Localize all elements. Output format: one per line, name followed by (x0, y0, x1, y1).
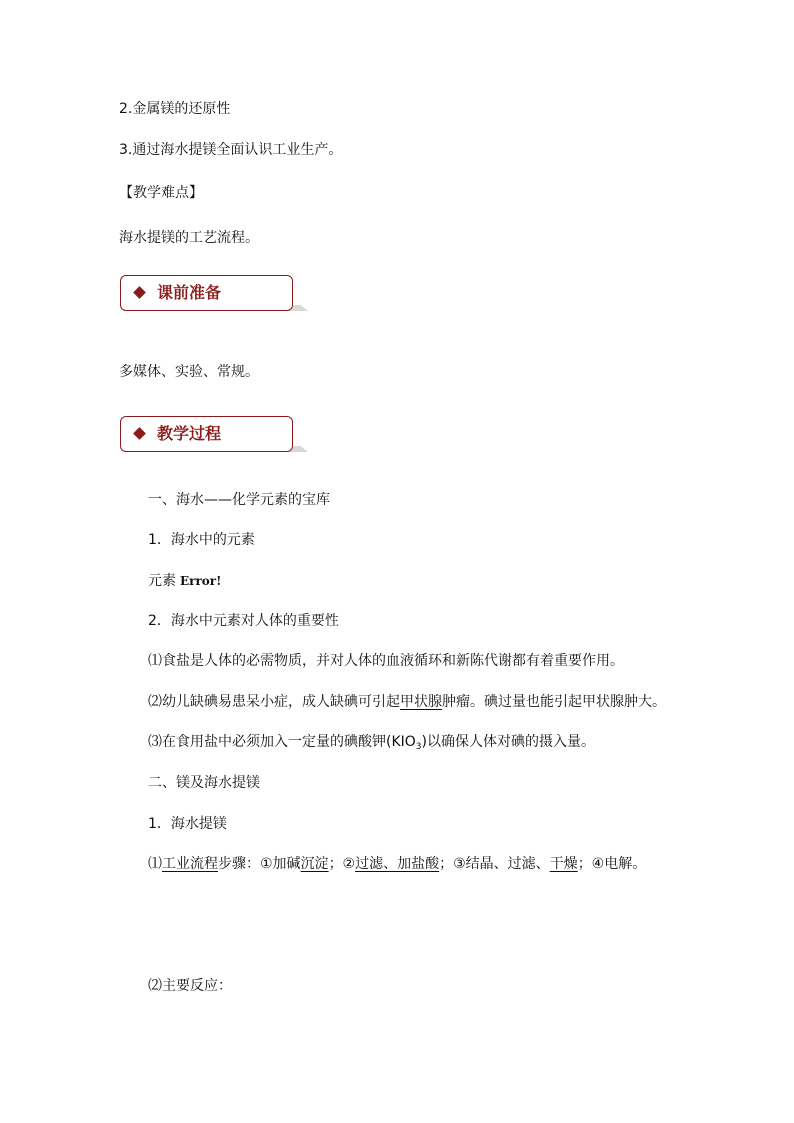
flow-text-3: ；③结晶、过滤、 (439, 856, 550, 872)
section-2-title: 二、镁及海水提镁 (148, 775, 260, 791)
field-error: Error! (180, 574, 222, 588)
difficulty-text: 海水提镁的工艺流程。 (119, 230, 259, 246)
flow-text-2: ；② (328, 856, 356, 872)
section-2-1: 1．海水提镁 (148, 816, 227, 832)
prep-text: 多媒体、实验、常规。 (119, 364, 259, 380)
flow-underlined-2: 沉淀 (300, 856, 329, 872)
diamond-icon (133, 286, 146, 299)
section-1-2: 2．海水中元素对人体的重要性 (148, 613, 339, 629)
section-1-title: 一、海水——化学元素的宝库 (148, 492, 330, 508)
elements-label: 元素 (148, 573, 176, 589)
paragraph-3-a: ⑶在食用盐中必须加入一定量的碘酸钾(KIO (148, 734, 416, 750)
process-banner (120, 416, 293, 452)
flow-text-1: 步骤：①加碱 (218, 856, 301, 872)
paragraph-3-b: )以确保人体对碘的摄入量。 (421, 734, 595, 750)
paragraph-2-b: 肿瘤。碘过量也能引起甲状腺肿大。 (442, 694, 666, 710)
key-point-3: 3.通过海水提镁全面认识工业生产。 (119, 142, 343, 158)
flow-text-4: ；④电解。 (577, 856, 647, 872)
key-point-2: 2.金属镁的还原性 (119, 101, 231, 117)
paragraph-3-subscript: 3 (415, 742, 422, 752)
elements-line (148, 571, 221, 591)
flow-steps (148, 854, 646, 874)
paragraph-2 (148, 692, 666, 712)
section-1-1: 1．海水中的元素 (148, 532, 255, 548)
difficulty-heading: 【教学难点】 (119, 185, 203, 201)
paragraph-1: ⑴食盐是人体的必需物质，并对人体的血液循环和新陈代谢都有着重要作用。 (148, 653, 624, 669)
main-reaction: ⑵主要反应： (148, 978, 232, 994)
paragraph-2-underlined: 甲状腺 (400, 694, 442, 710)
prep-banner (120, 275, 293, 311)
flow-prefix: ⑴ (148, 856, 162, 872)
prep-banner-title: 课前准备 (157, 283, 222, 302)
flow-underlined-3: 过滤、加盐酸 (355, 856, 440, 872)
paragraph-2-a: ⑵幼儿缺碘易患呆小症，成人缺碘可引起 (148, 694, 400, 710)
flow-underlined-4: 干燥 (549, 856, 578, 872)
paragraph-3 (148, 732, 595, 757)
process-banner-title: 教学过程 (157, 424, 222, 443)
flow-underlined-1: 工业流程 (162, 856, 218, 872)
diamond-icon (133, 427, 146, 440)
